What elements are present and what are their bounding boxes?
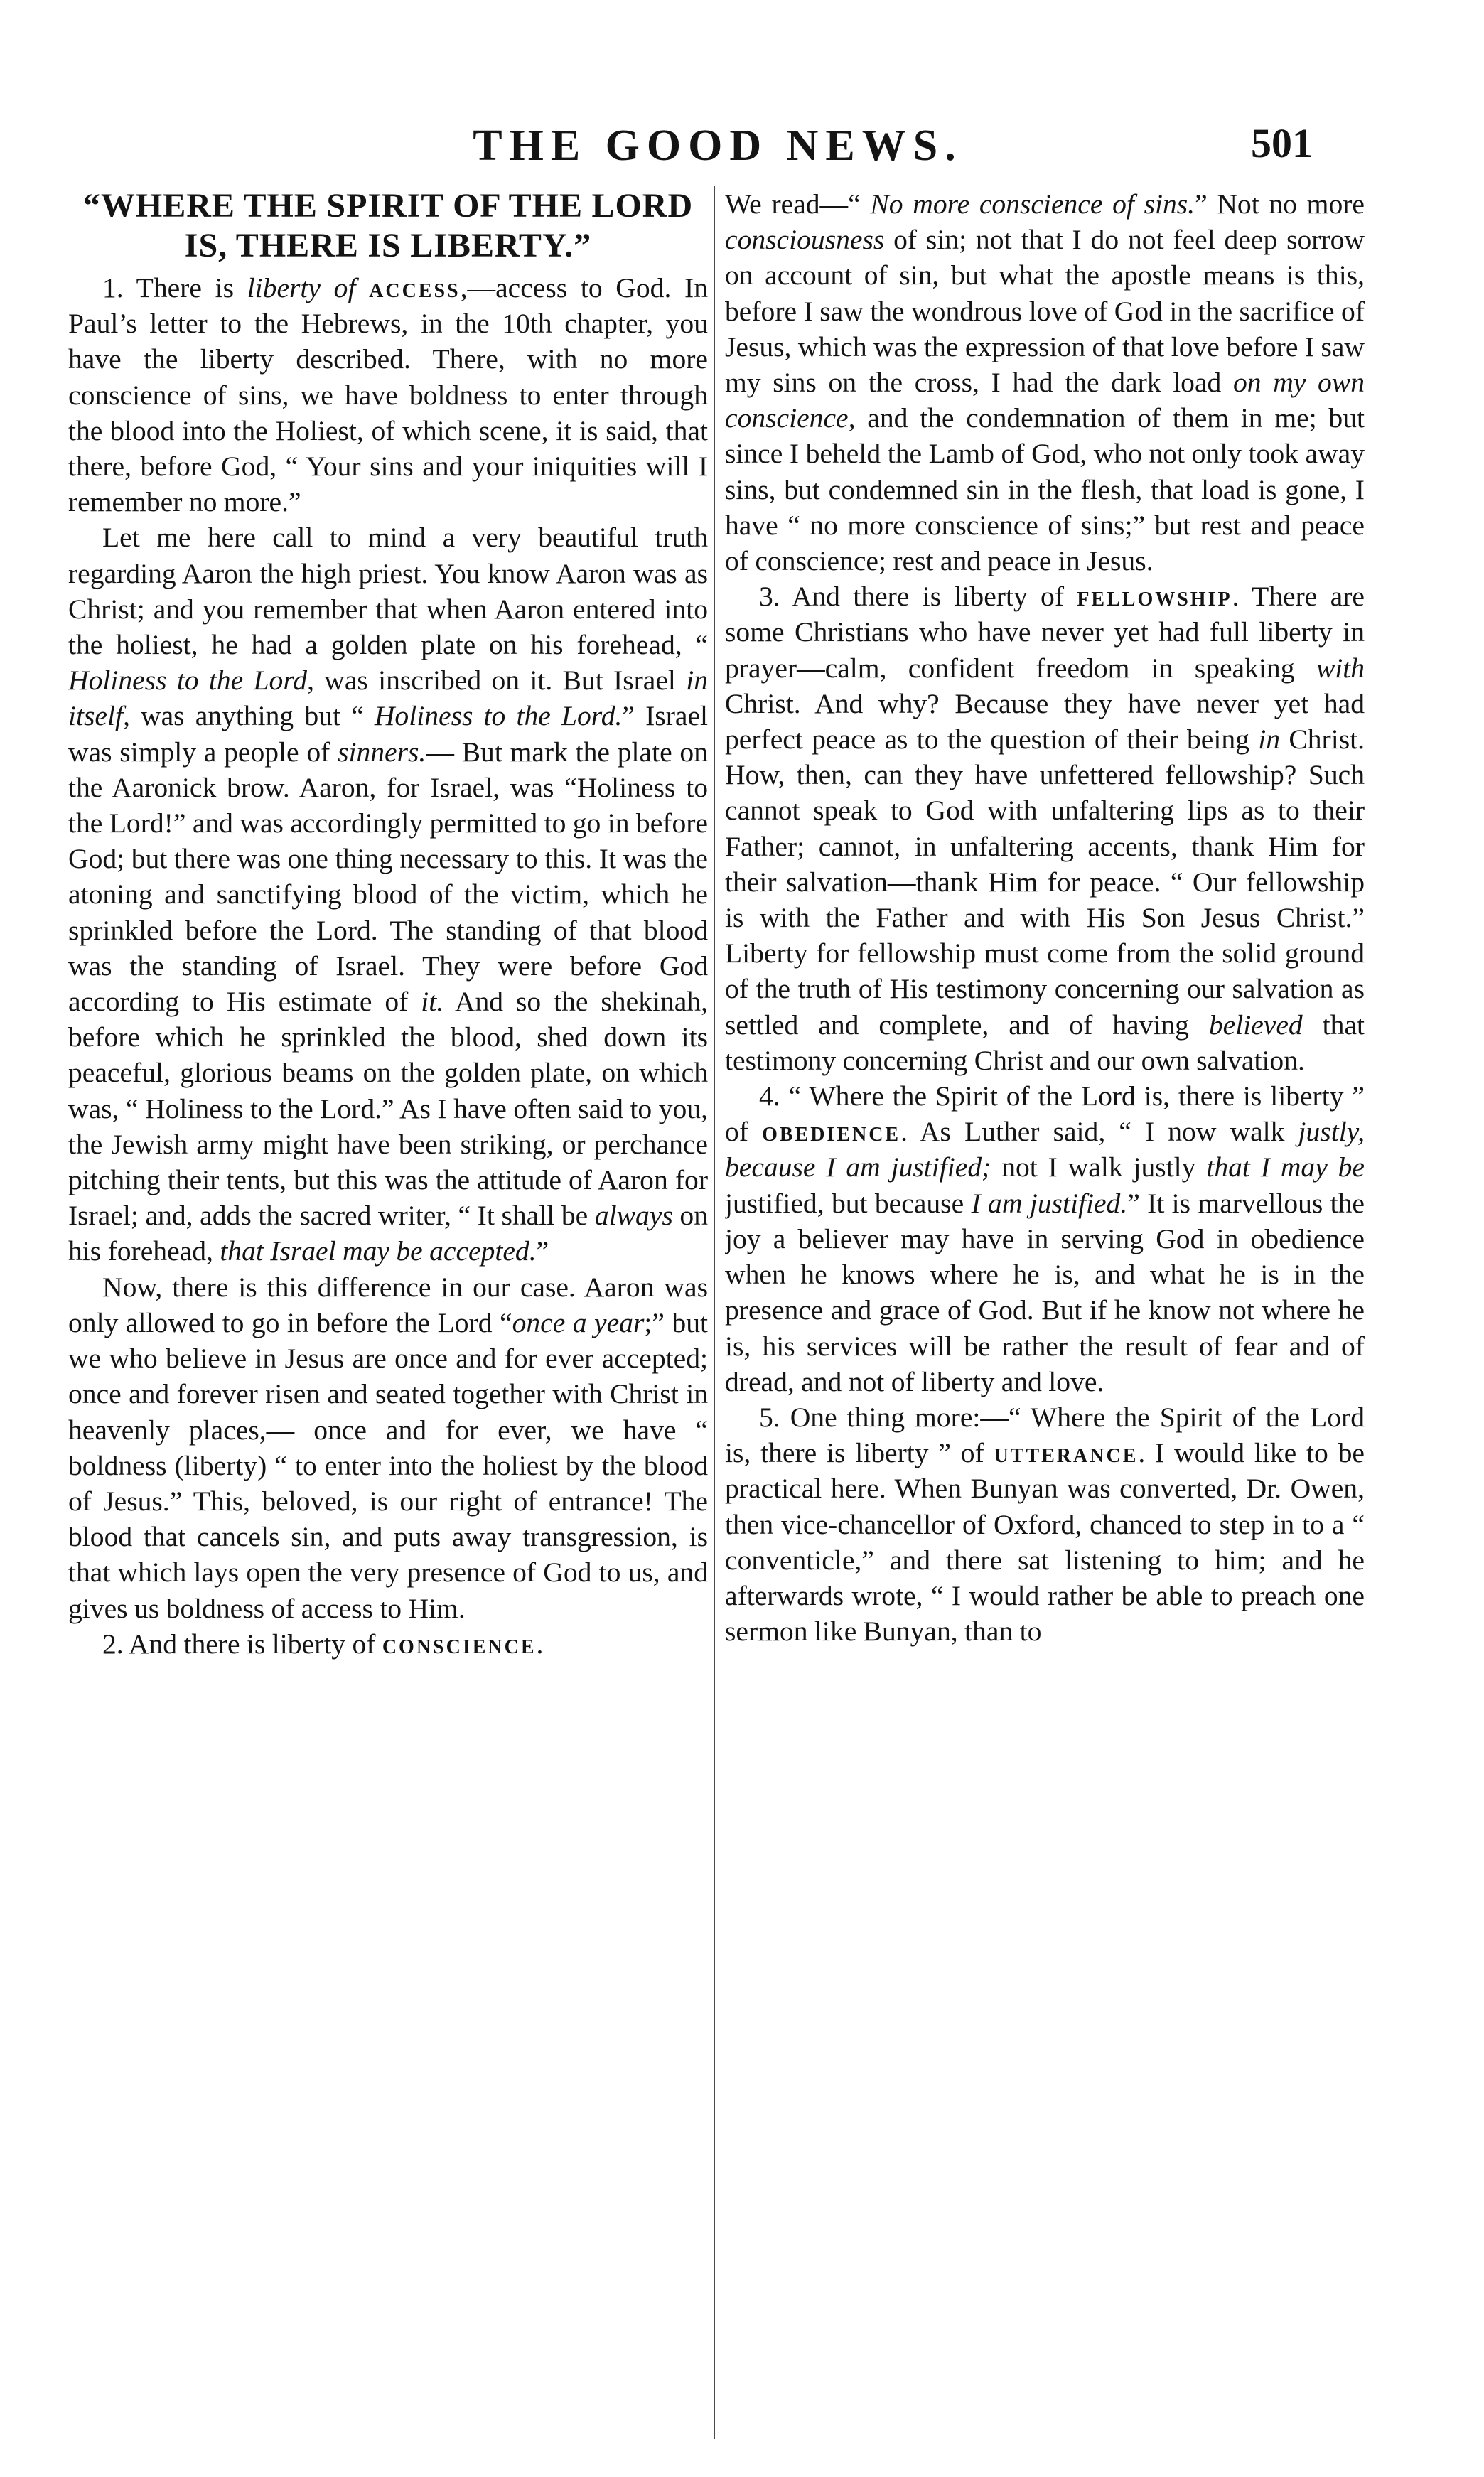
paragraph-text: . There are some Christians who have never yet had full liberty in prayer—calm, confident freedom in speaking xyxy=(725,581,1365,684)
emphasis: on my own conscience, xyxy=(725,367,1365,434)
paragraph-difference xyxy=(68,1269,708,1626)
paragraph-aaron xyxy=(68,520,708,1269)
paragraph-text: ” Israel was simply a people of xyxy=(68,700,708,768)
emphasis: always xyxy=(594,1200,673,1232)
page-number: 501 xyxy=(1251,120,1313,166)
paragraph-text: that testimony concerning Christ and our own salvation. xyxy=(725,1009,1365,1076)
emphasis: Holiness to the Lord xyxy=(68,665,308,697)
paragraph-text: ” It is marvellous the joy a believer may have in serving God in obedience when he knows where he is, and what he is in the presence and grace of God. But if he know not where he is, his services will be rather the result of fear and of dread, and not of liberty and love. xyxy=(725,1187,1365,1397)
small-caps-term: access xyxy=(369,272,461,303)
paragraph-text: ;” but we who believe in Jesus are once and for ever accepted; once and forever risen and seated together with Christ in heavenly places,— once and for ever, we have “ boldness (liberty) “ to enter into the holiest by the blood of Jesus.” This, beloved, is our right of entrance! The blood that cancels sin, and puts away transgression, is that which lays open the very presence of God to us, and gives us boldness of access to Him. xyxy=(68,1306,708,1624)
article-title: “WHERE THE SPIRIT OF THE LORD IS, THERE IS LIBERTY.” xyxy=(82,187,694,264)
running-title: THE GOOD NEWS. xyxy=(473,122,963,170)
left-column xyxy=(68,186,708,2439)
emphasis: consciousness xyxy=(725,224,885,256)
emphasis: in xyxy=(1258,724,1281,756)
emphasis: I am justified. xyxy=(971,1187,1128,1219)
emphasis: with xyxy=(1316,652,1365,684)
right-column xyxy=(725,186,1365,2439)
paragraph-text: 4. “ Where the Spirit of the Lord is, there is liberty ” of xyxy=(725,1080,1365,1148)
emphasis: justly, because I am justified; xyxy=(725,1116,1365,1183)
paragraph-text: And so the shekinah, before which he sprinkled the blood, shed down its peaceful, glorious beams on the golden plate, on which was, “ Holiness to the Lord.” As I have often said to you, the Jewish army might have been striking, or perchance pitching their tents, but this was the attitude of Aaron for Israel; and, adds the sacred writer, “ It shall be xyxy=(68,986,708,1232)
paragraph-text: Christ. How, then, can they have unfettered fellowship? Such cannot speak to God with unfaltering lips as to their Father; cannot, in unfaltering accents, thank Him for their salvation—thank Him for peace. “ Our fellowship is with the Father and with His Son Jesus Christ.” Liberty for fellowship must come from the solid ground of the truth of His testimony concerning our salvation as settled and complete, and of having xyxy=(725,724,1365,1041)
emphasis: sinners. xyxy=(338,736,426,768)
paragraph-text: Christ. And why? Because they have never yet had perfect peace as to the question of their being xyxy=(725,687,1365,756)
paragraph-lead: 1. There is xyxy=(102,272,247,303)
paragraph-text: 3. And there is liberty of xyxy=(759,581,1077,613)
paragraph-conscience-heading xyxy=(68,1626,708,1662)
emphasis: believed xyxy=(1208,1009,1303,1041)
paragraph-text: and the condemnation of them in me; but since I beheld the Lamb of God, who not only took away sins, but condemned sin in the flesh, that load is gone, I have “ no more conscience of sins;” but rest and peace of conscience; rest and peace in Jesus. xyxy=(725,402,1365,577)
paragraph-text: was anything but “ xyxy=(129,700,375,732)
paragraph-text: ” Not no more xyxy=(1195,188,1365,220)
paragraph-lead: 2. And there is liberty of xyxy=(102,1628,382,1660)
small-caps-term: utterance xyxy=(994,1437,1139,1469)
paragraph-text: , was inscribed on it. But Israel xyxy=(307,665,687,697)
emphasis: Holiness to the Lord. xyxy=(374,700,623,732)
paragraph-obedience xyxy=(725,1078,1365,1399)
paragraph-text: — But mark the plate on the Aaronick brow. Aaron, for Israel, was “Holiness to the Lord!” and was accordingly permitted to go in before God; but there was one thing necessary to this. It was the atoning and sanctifying blood of the victim, which he sprinkled before the Lord. The standing of that blood was the standing of Israel. They were before God according to His estimate of xyxy=(68,736,708,1018)
emphasis: that Israel may be accepted. xyxy=(220,1235,537,1267)
paragraph-access xyxy=(68,270,708,520)
small-caps-term: conscience xyxy=(382,1628,537,1660)
emphasis: liberty of xyxy=(247,272,356,303)
emphasis: once a year xyxy=(512,1306,645,1338)
small-caps-term: fellowship xyxy=(1077,581,1232,613)
small-caps-term: obedience xyxy=(762,1116,901,1148)
paragraph-text: not I walk justly xyxy=(991,1151,1207,1183)
paragraph-text: justified, but because xyxy=(725,1187,972,1219)
paragraph-text: on his forehead, xyxy=(68,1200,708,1267)
paragraph-fellowship xyxy=(725,579,1365,1078)
paragraph-text: ” xyxy=(536,1235,549,1267)
paragraph-text: . I would like to be practical here. When Bunyan was converted, Dr. Owen, then vice-chancellor of Oxford, chanced to step in to a “ conventicle,” and there sat listening to him; and he afterwards wrote, “ I would rather be able to preach one sermon like Bunyan, than to xyxy=(725,1437,1365,1648)
paragraph-text: 5. One thing more:—“ Where the Spirit of the Lord is, there is liberty ” of xyxy=(725,1401,1365,1469)
paragraph-text: Now, there is this difference in our case. Aaron was only allowed to go in before the Lord “ xyxy=(68,1271,708,1338)
paragraph-text: Let me here call to mind a very beautiful truth regarding Aaron the high priest. You know Aaron was as Christ; and you remember that when Aaron entered into the holiest, he had a golden plate on his forehead, “ xyxy=(68,522,708,661)
paragraph-conscience xyxy=(725,186,1365,579)
emphasis: No more conscience of sins. xyxy=(870,188,1195,220)
emphasis: it. xyxy=(421,986,444,1018)
paragraph-text: . As Luther said, “ I now walk xyxy=(900,1116,1298,1148)
emphasis: that I may be xyxy=(1206,1151,1365,1183)
column-rule xyxy=(714,186,715,2439)
paragraph-text: . xyxy=(536,1628,544,1660)
paragraph-text: We read—“ xyxy=(725,188,871,220)
running-head xyxy=(0,114,1484,178)
emphasis: in itself, xyxy=(68,665,708,732)
paragraph-utterance xyxy=(725,1399,1365,1649)
paragraph-text: ,—access to God. In Paul’s letter to the Hebrews, in the 10th chapter, you have the liberty described. There, with no more conscience of sins, we have boldness to enter through the blood into the Holiest, of which scene, it is said, that there, before God, “ Your sins and your iniquities will I remember no more.” xyxy=(68,272,708,518)
paragraph-text: of sin; not that I do not feel deep sorrow on account of sin, but what the apostle means is this, before I saw the wondrous love of God in the sacrifice of Jesus, which was the expression of that love before I saw my sins on the cross, I had the dark load xyxy=(725,224,1365,399)
